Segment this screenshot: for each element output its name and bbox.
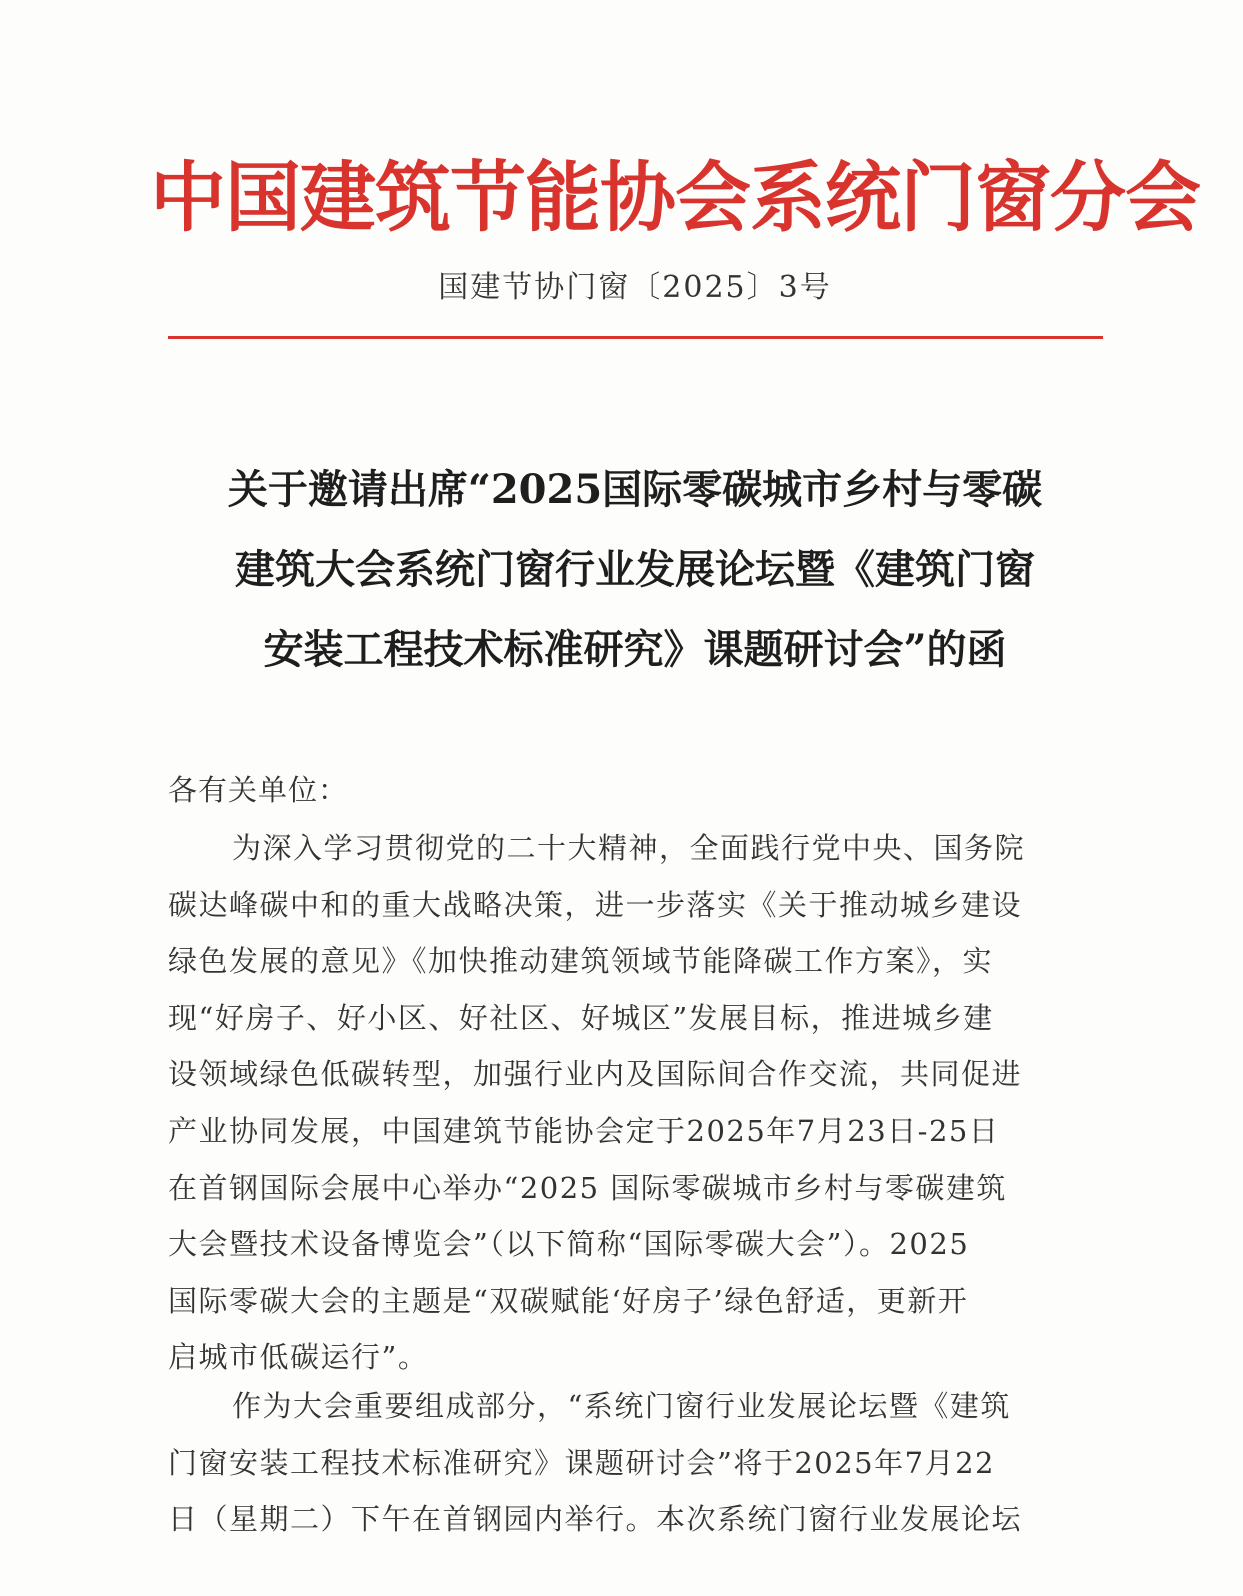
paragraph-line: 产业协同发展，中国建筑节能协会定于2025年7月23日-25日 bbox=[168, 1113, 1000, 1148]
body-paragraph-1 bbox=[168, 820, 1098, 1386]
paragraph-line: 启城市低碳运行”。 bbox=[168, 1340, 429, 1375]
letter-title bbox=[160, 450, 1110, 690]
paragraph-line: 设领域绿色低碳转型，加强行业内及国际间合作交流，共同促进 bbox=[168, 1057, 1023, 1092]
title-line-3: 安装工程技术标准研究》课题研讨会”的函 bbox=[263, 626, 1007, 673]
paragraph-line: 大会暨技术设备博览会”（以下简称“国际零碳大会”）。2025 bbox=[168, 1227, 970, 1262]
paragraph-line: 日（星期二）下午在首钢园内举行。本次系统门窗行业发展论坛 bbox=[168, 1502, 1023, 1537]
paragraph-line: 绿色发展的意见》《加快推动建筑领域节能降碳工作方案》，实 bbox=[168, 944, 994, 979]
paragraph-line: 在首钢国际会展中心举办“2025 国际零碳城市乡村与零碳建筑 bbox=[168, 1170, 1007, 1205]
title-line-1: 关于邀请出席“2025国际零碳城市乡村与零碳 bbox=[227, 466, 1043, 513]
title-line-2: 建筑大会系统门窗行业发展论坛暨《建筑门窗 bbox=[235, 546, 1035, 593]
paragraph-line: 门窗安装工程技术标准研究》课题研讨会”将于2025年7月22 bbox=[168, 1445, 995, 1480]
organization-header: 中国建筑节能协会系统门窗分会 bbox=[150, 153, 1200, 242]
paragraph-line: 现“好房子、好小区、好社区、好城区”发展目标，推进城乡建 bbox=[168, 1000, 994, 1035]
paragraph-line: 作为大会重要组成部分，“系统门窗行业发展论坛暨《建筑 bbox=[232, 1389, 1011, 1423]
paragraph-line: 碳达峰碳中和的重大战略决策，进一步落实《关于推动城乡建设 bbox=[168, 887, 1023, 922]
paragraph-line: 为深入学习贯彻党的二十大精神，全面践行党中央、国务院 bbox=[232, 831, 1026, 865]
document-number: 国建节协门窗〔2025〕3号 bbox=[438, 270, 832, 305]
paragraph-line: 国际零碳大会的主题是“双碳赋能‘好房子’绿色舒适，更新开 bbox=[168, 1283, 969, 1318]
body-paragraph-2 bbox=[168, 1378, 1098, 1548]
salutation: 各有关单位： bbox=[168, 773, 349, 807]
red-divider-line bbox=[168, 336, 1103, 339]
